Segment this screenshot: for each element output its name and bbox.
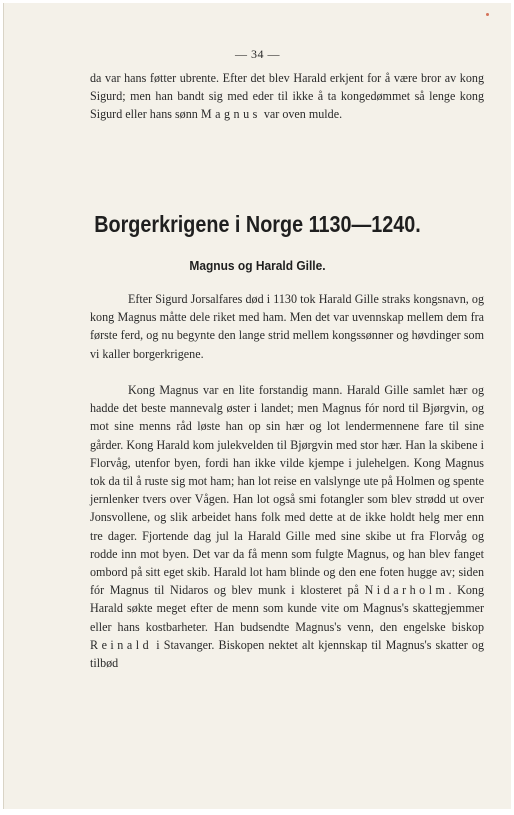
- intro-text-before: da var hans føtter ubrente. Efter det blev Harald erkjent for å være bror av kong Sigurd; men han bandt sig med eder til ikke å ta kongedømmet så lenge kong Sigurd eller hans sønn: [90, 71, 484, 122]
- paragraph-3: [90, 381, 484, 672]
- intro-text-after: var oven mulde.: [260, 107, 343, 122]
- page-number: — 34 —: [235, 47, 280, 61]
- paragraph-2: Efter Sigurd Jorsalfares død i 1130 tok Harald Gille straks kongsnavn, og kong Magnus måtte dele riket med ham. Men det var uvennskap mellem dem fra første ferd, og nu begynte den lange strid mellem kongssønner og høvdinger som vi kaller borgerkrigene.: [90, 292, 484, 361]
- place-nidarholm: Nidarholm: [364, 583, 449, 598]
- intro-paragraph: [90, 69, 484, 124]
- chapter-title: Borgerkrigene i Norge 1130—1240.: [94, 211, 421, 237]
- book-page: [3, 3, 511, 809]
- bishop-reinald: Reinald: [90, 637, 153, 652]
- paragraph-3-text-middle: . Kong Harald søkte meget efter de menn som kunde vite om Magnus's skattegjemmer eller hans kostbarheter. Han budsendte Magnus's venn, den engelske biskop: [90, 583, 484, 634]
- intro-name-magnus: Magnus: [200, 107, 261, 122]
- ink-speck: [486, 13, 489, 16]
- paragraph-3-text-after: i Stavanger. Biskopen nektet alt kjennskap til Magnus's skatter og tilbød: [90, 637, 484, 671]
- chapter-subtitle: Magnus og Harald Gille.: [189, 258, 326, 273]
- paragraph-3-text-before: Kong Magnus var en lite forstandig mann. Harald Gille samlet hær og hadde det beste mannevalg øster i landet; men Magnus fór nord til Bjørgvin, og mot sine menns råd løste han op sin hær og lot lendermennene fare til sine gårder. Kong Harald kom julekvelden til Bjørgvin med stor hær. Han la skibene i Florvåg, utenfor byen, fordi han ikke vilde kjempe i julehelgen. Kong Magnus tok da til å ruste sig mot ham; han lot reise en valslynge ute på Holmen og spente jernlenker tvers over Vågen. Han lot også smi fotangler som blev strødd ut over Jonsvollene, og slik arbeidet hans folk med dette at de ikke holdt helg mer enn tre dager. Fjortende dag jul la Harald Gille med sine skibe ut fra Florvåg og rodde inn mot byen. Det var da få menn som fulgte Magnus, og han blev fanget ombord på sitt eget skib. Harald lot ham blinde og den ene foten hugge av; siden fór Magnus til Nidaros og blev munk i klosteret på: [90, 383, 484, 598]
